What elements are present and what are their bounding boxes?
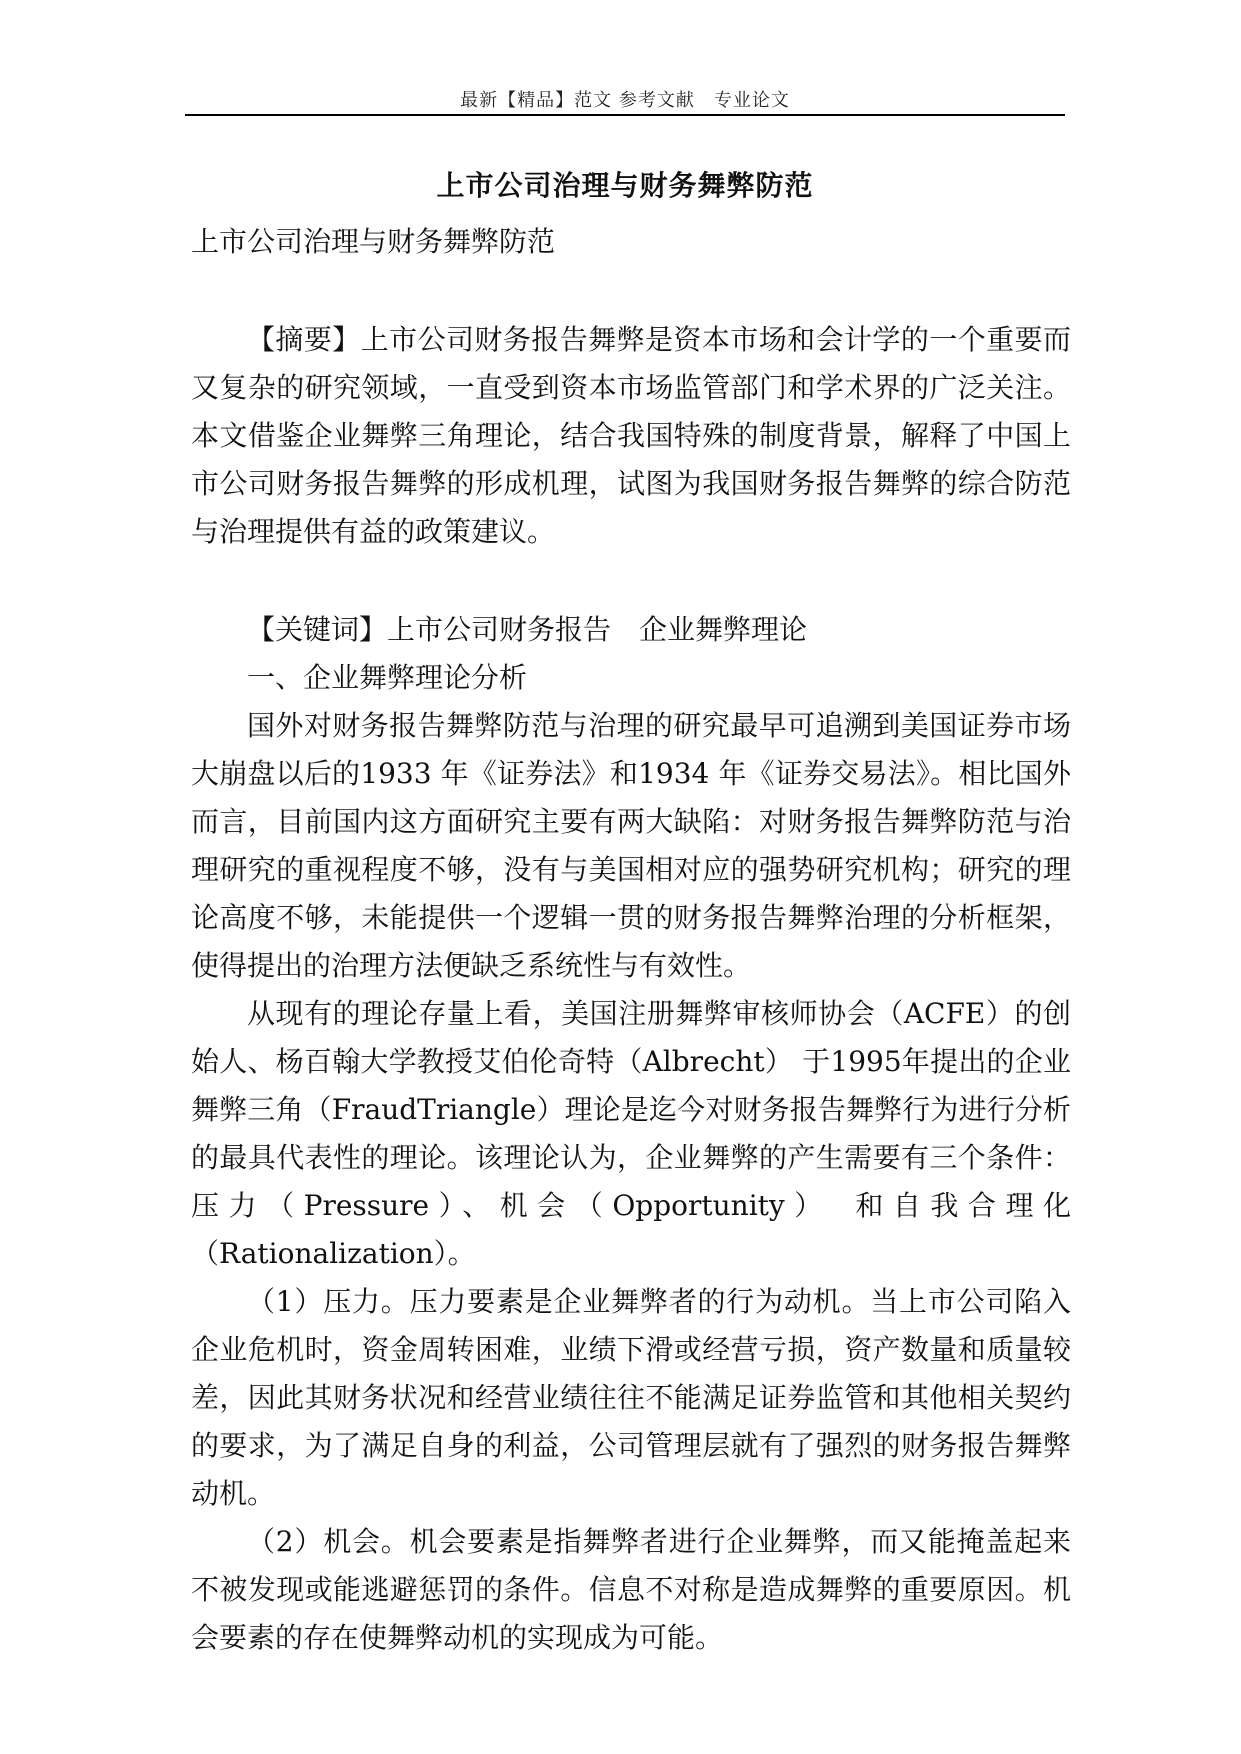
body-paragraph: （2）机会。机会要素是指舞弊者进行企业舞弊，而又能掩盖起来不被发现或能逃避惩罚的条件。信息不对称是造成舞弊的重要原因。机会要素的存在使舞弊动机的实现成为可能。: [191, 1525, 1071, 1654]
document-subtitle: 上市公司治理与财务舞弊防范: [191, 225, 556, 258]
section-heading: 一、企业舞弊理论分析: [247, 661, 528, 694]
body-paragraph: （1）压力。压力要素是企业舞弊者的行为动机。当上市公司陷入企业危机时，资金周转困难，业绩下滑或经营亏损，资产数量和质量较差，因此其财务状况和经营业绩往往不能满足证券监管和其他相关契约的要求，为了满足自身的利益，公司管理层就有了强烈的财务报告舞弊动机。: [191, 1285, 1071, 1510]
body-paragraph: 从现有的理论存量上看，美国注册舞弊审核师协会（ACFE）的创始人、杨百翰大学教授艾伯伦奇特（Albrecht） 于1995年提出的企业舞弊三角（FraudTriangle）理论是迄今对财务报告舞弊行为进行分析的最具代表性的理论。该理论认为，企业舞弊的产生需要有三个条件：压力（Pressure）、机会（Opportunity） 和自我合理化（Rationalization）。: [191, 997, 1071, 1270]
document-body: [191, 218, 1071, 1662]
keywords-line: 【关键词】上市公司财务报告 企业舞弊理论: [247, 613, 808, 646]
abstract-paragraph: 【摘要】上市公司财务报告舞弊是资本市场和会计学的一个重要而又复杂的研究领域，一直受到资本市场监管部门和学术界的广泛关注。本文借鉴企业舞弊三角理论，结合我国特殊的制度背景，解释了中国上市公司财务报告舞弊的形成机理，试图为我国财务报告舞弊的综合防范与治理提供有益的政策建议。: [191, 323, 1071, 548]
body-paragraph: 国外对财务报告舞弊防范与治理的研究最早可追溯到美国证券市场大崩盘以后的1933 年《证券法》和1934 年《证券交易法》。相比国外而言，目前国内这方面研究主要有两大缺陷：对财务报告舞弊防范与治理研究的重视程度不够，没有与美国相对应的强势研究机构；研究的理论高度不够，未能提供一个逻辑一贯的财务报告舞弊治理的分析框架，使得提出的治理方法便缺乏系统性与有效性。: [191, 709, 1071, 982]
document-title: 上市公司治理与财务舞弊防范: [436, 169, 814, 202]
spacer: [191, 556, 1071, 606]
header-rule: [185, 114, 1065, 116]
page-header: 最新【精品】范文 参考文献 专业论文: [460, 90, 790, 111]
spacer: [191, 266, 1071, 316]
